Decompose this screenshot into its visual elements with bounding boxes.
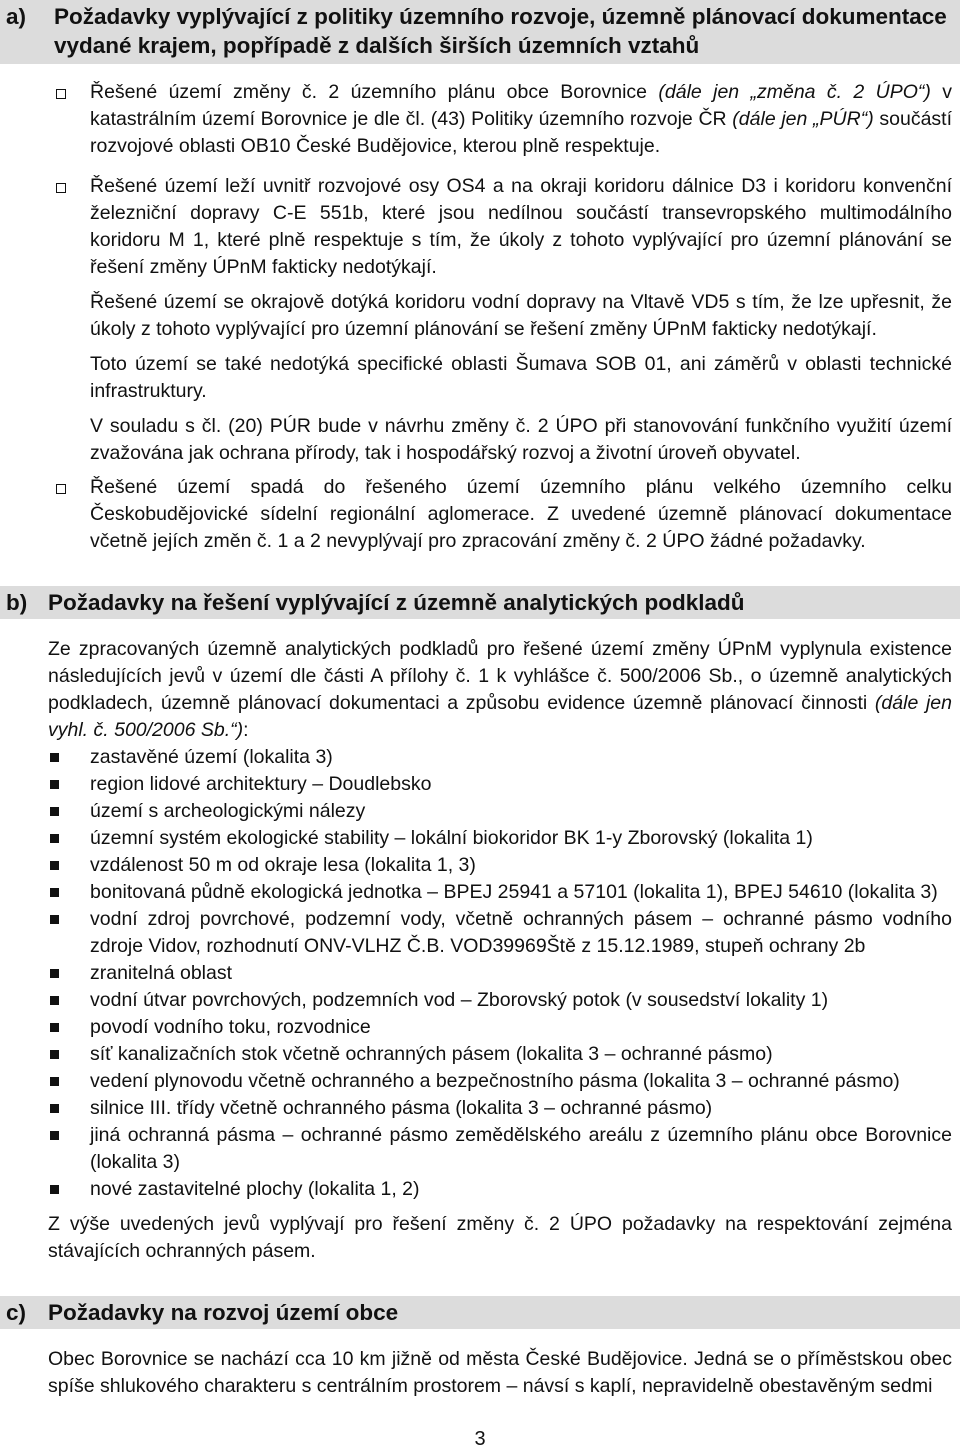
section-a-item-2-p1: Řešené území leží uvnitř rozvojové osy OS4 a na okraji koridoru dálnice D3 i koridoru konvenční železniční dopravy C-E 551b, které jsou nedílnou součástí transevropského multimodálního koridoru M 1, které plně respektuje s tím, že úkoly z tohoto vyplývající pro územní plánování se řešení změny ÚPnM fakticky nedotýkají. [90, 175, 952, 278]
section-a-heading [0, 0, 960, 64]
list-item: zastavěné území (lokalita 3) [90, 744, 952, 771]
square-bullet-icon [50, 1050, 59, 1059]
list-item: bonitovaná půdně ekologická jednotka – BPEJ 25941 a 57101 (lokalita 1), BPEJ 54610 (lokalita 3) [90, 879, 952, 906]
section-a-letter: a) [6, 4, 27, 29]
list-item: vodní útvar povrchových, podzemních vod – Zborovský potok (v sousedství lokality 1) [90, 987, 952, 1014]
list-item: území s archeologickými nálezy [90, 798, 952, 825]
square-bullet-icon [50, 1104, 59, 1113]
section-c-heading [0, 1296, 960, 1329]
checkbox-bullet-icon [56, 183, 66, 193]
square-bullet-icon [50, 1023, 59, 1032]
square-bullet-icon [50, 1131, 59, 1140]
section-a-title: Požadavky vyplývající z politiky územního rozvoje, územně plánovací dokumentace vydané krajem, popřípadě z dalších širších územních vztahů [54, 4, 947, 58]
list-item: zranitelná oblast [90, 960, 952, 987]
list-item: silnice III. třídy včetně ochranného pásma (lokalita 3 – ochranné pásmo) [90, 1095, 952, 1122]
square-bullet-icon [50, 834, 59, 843]
section-a-item-2 [90, 173, 952, 467]
section-a-item-1: Řešené území změny č. 2 územního plánu obce Borovnice (dále jen „změna č. 2 ÚPO“) v katastrálním území Borovnice je dle čl. (43) Politiky územního rozvoje ČR (dále jen „PÚR“) součástí rozvojové oblasti OB10 České Budějovice, kterou plně respektuje. [90, 81, 953, 157]
checkbox-bullet-icon [56, 484, 66, 494]
list-item: síť kanalizačních stok včetně ochranných pásem (lokalita 3 – ochranné pásmo) [90, 1041, 952, 1068]
section-a-item-3: Řešené území spadá do řešeného území územního plánu velkého územního celku Českobudějovické sídelní regionální aglomerace. Z uvedené územně plánovací dokumentace včetně jejích změn č. 1 a 2 nevyplývají pro zpracování změny č. 2 ÚPO žádné požadavky. [90, 476, 952, 552]
list-item: povodí vodního toku, rozvodnice [90, 1014, 952, 1041]
square-bullet-icon [50, 996, 59, 1005]
section-a-item-2-p3: Toto území se také nedotýká specifické oblasti Šumava SOB 01, ani záměrů v oblasti technické infrastruktury. [90, 353, 952, 402]
square-bullet-icon [50, 888, 59, 897]
list-item: nové zastavitelné plochy (lokalita 1, 2) [90, 1176, 952, 1203]
list-item: vodní zdroj povrchové, podzemní vody, včetně ochranných pásem – ochranné pásmo vodního zdroje Vidov, rozhodnutí ONV-VLHZ Č.B. VOD39969Ště z 15.12.1989, stupeň ochrany 2b [90, 906, 952, 960]
list-item: jiná ochranná pásma – ochranné pásmo zemědělského areálu z územního plánu obce Borovnice (lokalita 3) [90, 1122, 952, 1176]
square-bullet-icon [50, 1185, 59, 1194]
square-bullet-icon [50, 807, 59, 816]
square-bullet-icon [50, 753, 59, 762]
section-c-title: Požadavky na rozvoj území obce [48, 1300, 399, 1325]
section-b-title: Požadavky na řešení vyplývající z územně analytických podkladů [48, 590, 745, 615]
square-bullet-icon [50, 969, 59, 978]
page-number: 3 [474, 1428, 486, 1450]
list-item: region lidové architektury – Doudlebsko [90, 771, 952, 798]
square-bullet-icon [50, 861, 59, 870]
square-bullet-icon [50, 915, 59, 924]
section-b-heading [0, 586, 960, 619]
list-item: vzdálenost 50 m od okraje lesa (lokalita 1, 3) [90, 852, 952, 879]
section-b-intro: Ze zpracovaných územně analytických podkladů pro řešené území změny ÚPnM vyplynula existence následujících jevů v území dle části A přílohy č. 1 k vyhlášce č. 500/2006 Sb., o územně analytických podkladech, územně plánovací dokumentaci a způsobu evidence územně plánovací činnosti (dále jen vyhl. č. 500/2006 Sb.“): [48, 638, 952, 741]
list-item: vedení plynovodu včetně ochranného a bezpečnostního pásma (lokalita 3 – ochranné pásmo) [90, 1068, 952, 1095]
checkbox-bullet-icon [56, 89, 66, 99]
square-bullet-icon [50, 780, 59, 789]
list-item: územní systém ekologické stability – lokální biokoridor BK 1-y Zborovský (lokalita 1) [90, 825, 952, 852]
section-b-outro: Z výše uvedených jevů vyplývají pro řešení změny č. 2 ÚPO požadavky na respektování zejména stávajících ochranných pásem. [48, 1213, 952, 1262]
section-a-item-2-p4: V souladu s čl. (20) PÚR bude v návrhu změny č. 2 ÚPO při stanovování funkčního využití území zvažována jak ochrana přírody, tak i hospodářský rozvoj a životní úroveň obyvatel. [90, 415, 952, 464]
section-b-list [90, 744, 952, 1203]
section-a-item-2-p2: Řešené území se okrajově dotýká koridoru vodní dopravy na Vltavě VD5 s tím, že lze upřesnit, že úkoly z tohoto vyplývající pro územní plánování se řešení změny ÚPnM fakticky nedotýkají. [90, 291, 952, 340]
section-b-letter: b) [6, 590, 28, 615]
square-bullet-icon [50, 1077, 59, 1086]
section-c-text: Obec Borovnice se nachází cca 10 km jižně od města České Budějovice. Jedná se o příměstskou obec spíše shlukového charakteru s centrálním prostorem – návsí s kaplí, nepravidelně obestavěným sedmi [48, 1348, 952, 1397]
section-c-letter: c) [6, 1300, 27, 1325]
